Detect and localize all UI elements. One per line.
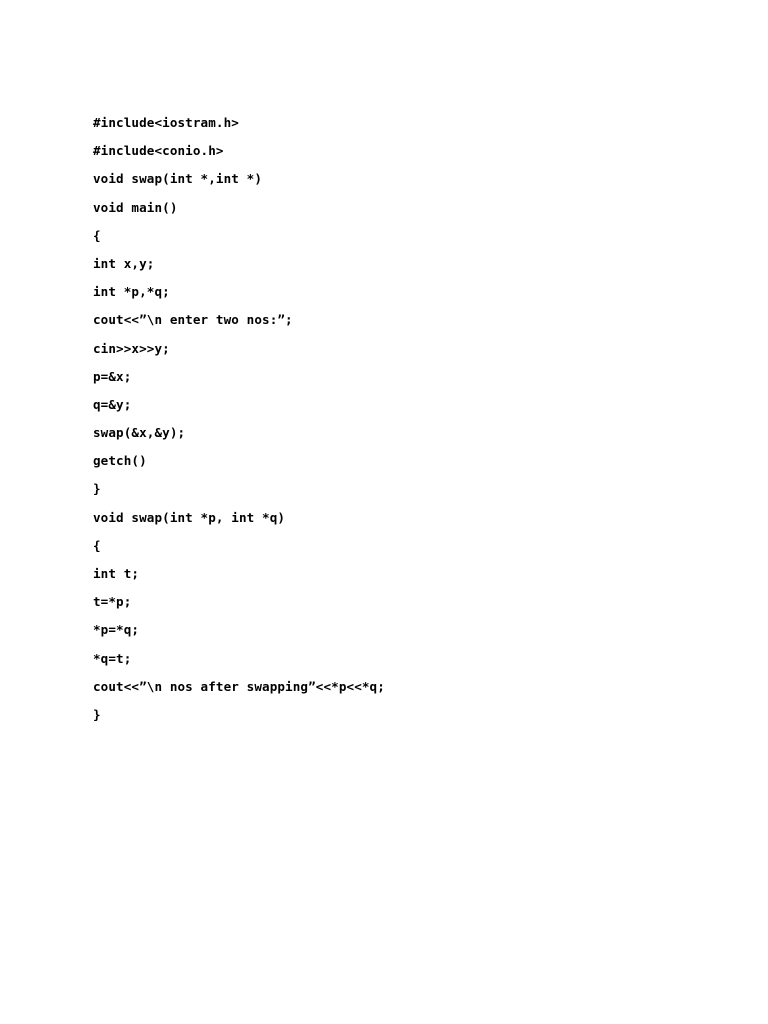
code-line: cout<<”\n enter two nos:”; <box>93 312 293 328</box>
code-line: void swap(int *p, int *q) <box>93 509 286 525</box>
code-line: } <box>93 706 101 722</box>
code-line: { <box>93 537 101 553</box>
code-line: t=*p; <box>93 594 132 610</box>
code-line: } <box>93 481 101 497</box>
code-line: { <box>93 227 101 243</box>
code-line: *q=t; <box>93 650 132 666</box>
code-line: #include<conio.h> <box>93 143 224 159</box>
code-line: p=&x; <box>93 368 132 384</box>
code-line: #include<iostram.h> <box>93 115 239 130</box>
code-listing <box>93 113 385 733</box>
code-line: getch() <box>93 453 147 469</box>
code-line: void swap(int *,int *) <box>93 171 263 187</box>
code-line: swap(&x,&y); <box>93 425 186 441</box>
code-line: cout<<”\n nos after swapping”<<*p<<*q; <box>93 678 385 694</box>
code-line: *p=*q; <box>93 622 140 638</box>
code-line: cin>>x>>y; <box>93 340 170 356</box>
code-line: int x,y; <box>93 255 155 271</box>
code-line: q=&y; <box>93 396 132 412</box>
code-line: int t; <box>93 566 140 581</box>
code-line: void main() <box>93 199 178 215</box>
code-line: int *p,*q; <box>93 284 170 300</box>
